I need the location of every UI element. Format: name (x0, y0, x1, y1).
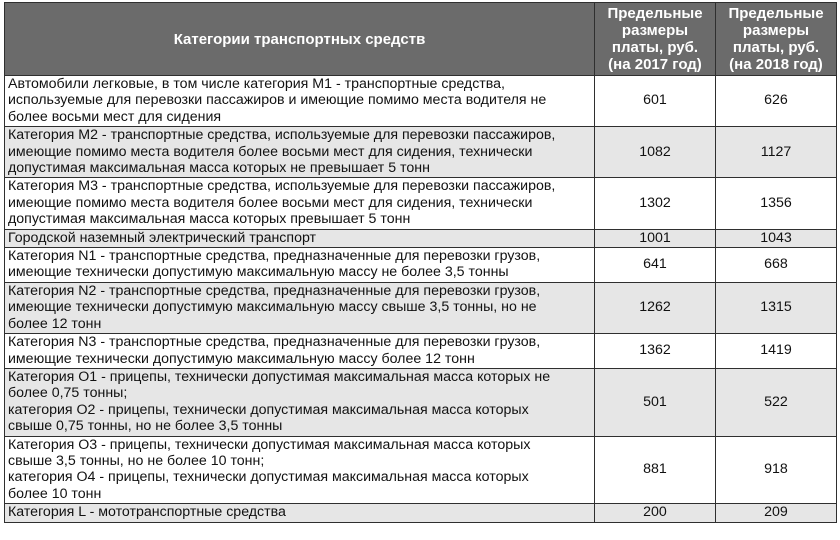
header-2018-line: Предельные (728, 5, 824, 22)
table-row-o1-o2 (5, 368, 837, 436)
fee-2018-cell: 1419 (716, 334, 837, 369)
header-2018-line: (на 2018 год) (729, 56, 823, 73)
table-row-m2 (5, 127, 837, 178)
header-2017-line: Предельные (607, 5, 703, 22)
fee-2018-cell: 1356 (716, 178, 837, 229)
header-2018-line: размеры (742, 22, 810, 39)
table-row-m3 (5, 178, 837, 229)
header-2018 (716, 3, 837, 76)
fee-2017-cell: 1262 (595, 282, 716, 333)
fee-table (4, 2, 837, 523)
header-2017-line: (на 2017 год) (608, 56, 702, 73)
fee-2018-cell: 918 (716, 436, 837, 504)
category-cell: Автомобили легковые, в том числе категория М1 - транспортные средства, используемые для перевозки пассажиров и имеющие помимо места водителя не более восьми мест для сидения (5, 76, 595, 127)
category-cell: Категория L - мототранспортные средства (5, 504, 595, 522)
fee-2018-cell: 522 (716, 368, 837, 436)
fee-2018-cell: 626 (716, 76, 837, 127)
category-cell: Категория N3 - транспортные средства, предназначенные для перевозки грузов, имеющие технически допустимую максимальную массу более 12 тонн (5, 334, 595, 369)
category-cell: Категория О3 - прицепы, технически допустимая максимальная масса которых свыше 3,5 тонны, но не более 10 тонн; категория О4 - прицепы, технически допустимая максимальная масса которых более 10 тонн (5, 436, 595, 504)
category-cell: Городской наземный электрический транспорт (5, 229, 595, 247)
header-2017-line: платы, руб. (611, 39, 699, 56)
category-cell: Категория М2 - транспортные средства, используемые для перевозки пассажиров, имеющие помимо места водителя более восьми мест для сидения, технически допустимая максимальная масса которых не превышает 5 тонн (5, 127, 595, 178)
fee-2018-cell: 209 (716, 504, 837, 522)
header-2017-line: размеры (621, 22, 689, 39)
fee-2017-cell: 200 (595, 504, 716, 522)
table-row-electric (5, 229, 837, 247)
table-row-o3-o4 (5, 436, 837, 504)
header-2017 (595, 3, 716, 76)
fee-2017-cell: 1082 (595, 127, 716, 178)
fee-2018-cell: 1043 (716, 229, 837, 247)
table-row-n2 (5, 282, 837, 333)
fee-2017-cell: 641 (595, 248, 716, 283)
header-2018-line: платы, руб. (732, 39, 820, 56)
fee-2018-cell: 1127 (716, 127, 837, 178)
category-cell: Категория М3 - транспортные средства, используемые для перевозки пассажиров, имеющие помимо места водителя более восьми мест для сидения, технически допустимая максимальная масса которых превышает 5 тонн (5, 178, 595, 229)
fee-2017-cell: 1302 (595, 178, 716, 229)
table-row-n1 (5, 248, 837, 283)
fee-2017-cell: 501 (595, 368, 716, 436)
header-category-label: Категории транспортных средств (173, 30, 426, 48)
category-cell: Категория N1 - транспортные средства, предназначенные для перевозки грузов, имеющие технически допустимую максимальную массу не более 3,5 тонны (5, 248, 595, 283)
table-row-l (5, 504, 837, 522)
table-header-row (5, 3, 837, 76)
fee-2017-cell: 601 (595, 76, 716, 127)
header-category (5, 3, 595, 76)
category-cell: Категория О1 - прицепы, технически допустимая максимальная масса которых не более 0,75 тонны; категория О2 - прицепы, технически допустимая максимальная масса которых свыше 0,75 тонны, но не более 3,5 тонны (5, 368, 595, 436)
fee-2018-cell: 1315 (716, 282, 837, 333)
table-row-m1 (5, 76, 837, 127)
table-row-n3 (5, 334, 837, 369)
fee-2017-cell: 1001 (595, 229, 716, 247)
fee-2017-cell: 1362 (595, 334, 716, 369)
fee-2018-cell: 668 (716, 248, 837, 283)
category-cell: Категория N2 - транспортные средства, предназначенные для перевозки грузов, имеющие технически допустимую максимальную массу свыше 3,5 тонны, но не более 12 тонн (5, 282, 595, 333)
fee-2017-cell: 881 (595, 436, 716, 504)
